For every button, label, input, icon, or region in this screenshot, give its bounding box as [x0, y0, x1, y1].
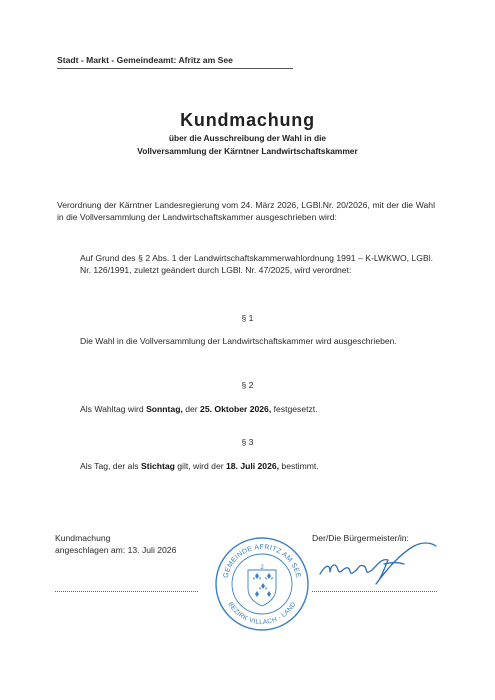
section-2-text-post: festgesetzt.	[271, 404, 318, 414]
municipal-seal-stamp	[214, 536, 310, 632]
document-subtitle-line-2: Vollversammlung der Kärntner Landwirtschaftskammer	[137, 146, 358, 156]
section-1-heading: § 1	[241, 313, 254, 323]
title-block	[0, 110, 495, 157]
document-title: Kundmachung	[180, 110, 315, 130]
mayor-signature-line	[312, 591, 437, 592]
signature-stroke	[320, 543, 436, 584]
section-3-text-mid: gilt, wird der	[174, 461, 226, 471]
mayor-signature	[318, 540, 438, 585]
section-2-weekday: Sonntag,	[146, 404, 183, 414]
cutoff-date: 18. Juli 2026,	[226, 461, 280, 471]
section-1-text: Die Wahl in die Vollversammlung der Landwirtschaftskammer wird ausgeschrieben.	[80, 336, 397, 346]
posting-signature-line	[55, 591, 198, 592]
section-2-text	[80, 404, 433, 416]
issuing-authority: Stadt - Markt - Gemeindeamt: Afritz am See	[57, 55, 293, 69]
section-2-text-mid: der	[182, 404, 201, 414]
posting-date: angeschlagen am: 13. Juli 2026	[55, 544, 177, 555]
seal-top-text: GEMEINDE AFRITZ AM SEE	[222, 544, 302, 579]
section-3-text-post: bestimmt.	[279, 461, 319, 471]
section-2-heading: § 2	[241, 380, 254, 390]
seal-coat-of-arms-icon	[248, 570, 276, 606]
seal-number: 2	[260, 565, 264, 571]
document-subtitle-line-1: über die Ausschreibung der Wahl in die	[168, 133, 327, 143]
seal-rings	[216, 538, 308, 630]
legal-basis-paragraph: Auf Grund des § 2 Abs. 1 der Landwirtschaftskammerwahlordnung 1991 – K-LWKWO, LGBl. Nr. 126/1991, zuletzt geändert durch LGBl. Nr. 47/2025, wird verordnet:	[80, 253, 433, 275]
section-3-text	[80, 461, 433, 473]
intro-paragraph: Verordnung der Kärntner Landesregierung vom 24. März 2026, LGBl.Nr. 20/2026, mit der die Wahl in die Vollversammlung der Landwirtschaftskammer ausgeschrieben wird:	[57, 200, 435, 222]
seal-bottom-text: BEZIRK VILLACH - LAND	[226, 600, 298, 627]
section-3-text-pre: Als Tag, der als	[80, 461, 141, 471]
mayor-label: Der/Die Bürgermeister/in:	[312, 533, 409, 543]
section-3-heading: § 3	[241, 437, 254, 447]
section-2-text-pre: Als Wahltag wird	[80, 404, 147, 414]
posting-label: Kundmachung	[55, 533, 111, 543]
cutoff-term: Stichtag	[140, 461, 175, 471]
posting-notice	[55, 533, 176, 556]
election-date: 25. Oktober 2026,	[200, 404, 272, 414]
